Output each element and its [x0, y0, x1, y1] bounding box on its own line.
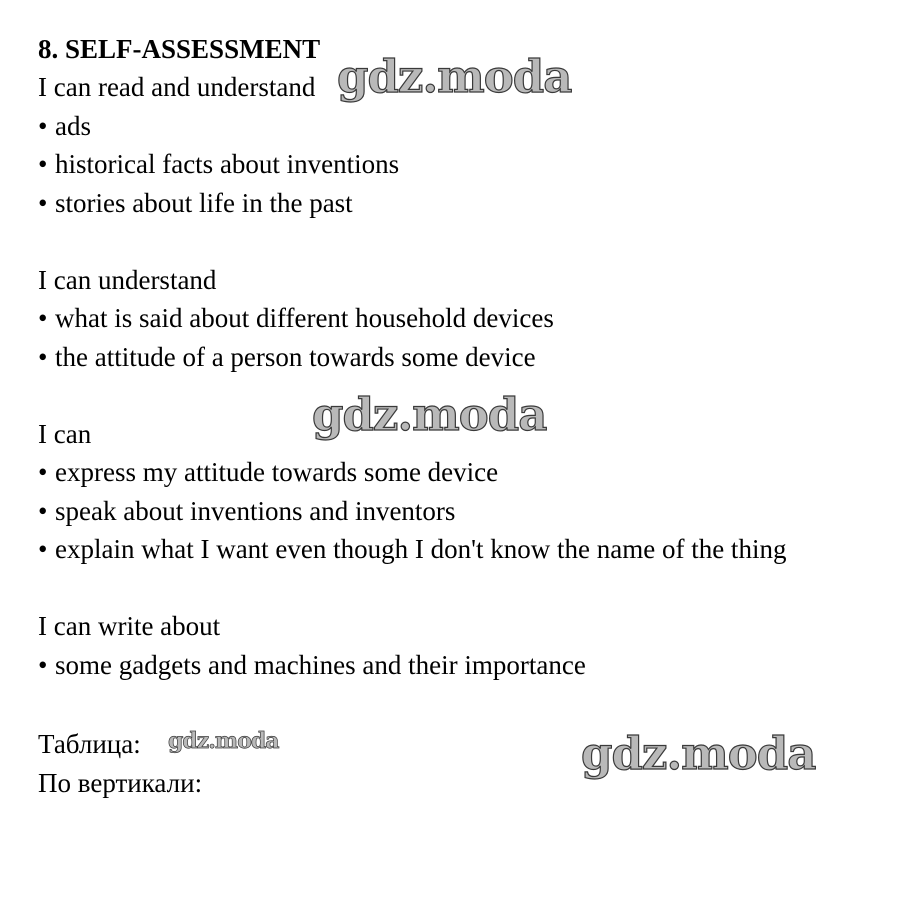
list-item: • some gadgets and machines and their importance: [38, 646, 898, 685]
bullet-icon: •: [38, 149, 48, 179]
list-item: • speak about inventions and inventors: [38, 492, 898, 531]
section-intro: I can write about: [38, 611, 221, 641]
bullet-icon: •: [38, 495, 48, 526]
bullet-icon: •: [38, 649, 48, 680]
section-intro: I can understand: [38, 264, 217, 295]
section-intro: I can read and understand: [38, 72, 316, 102]
list-item: • the attitude of a person towards some device: [38, 338, 898, 377]
bullet-icon: •: [38, 110, 48, 141]
watermark-logo: gdz.moda: [168, 728, 279, 754]
table-label: Таблица:: [38, 729, 141, 759]
list-item: • stories about life in the past: [38, 184, 898, 223]
bullet-icon: •: [38, 341, 48, 372]
bullet-icon: •: [38, 187, 48, 218]
section-spacer: [38, 569, 898, 608]
section-spacer: [38, 222, 898, 261]
list-item: • what is said about different household devices: [38, 299, 898, 338]
watermark-logo: gdz.moda: [581, 727, 816, 780]
list-item: • express my attitude towards some device: [38, 453, 898, 492]
section-intro: I can: [38, 418, 92, 449]
bullet-icon: •: [38, 303, 48, 333]
bullet-icon: •: [38, 457, 48, 487]
vertical-label: По вертикали:: [38, 767, 203, 798]
list-item: • explain what I want even though I don't know the name of the thing: [38, 530, 898, 569]
document-title: 8. SELF-ASSESSMENT: [38, 34, 321, 64]
watermark-logo: gdz.moda: [312, 388, 547, 441]
list-item: • ads: [38, 107, 898, 146]
bullet-icon: •: [38, 534, 48, 564]
watermark-logo: gdz.moda: [337, 50, 572, 103]
list-item: • historical facts about inventions: [38, 145, 898, 184]
document-body: [38, 30, 898, 684]
